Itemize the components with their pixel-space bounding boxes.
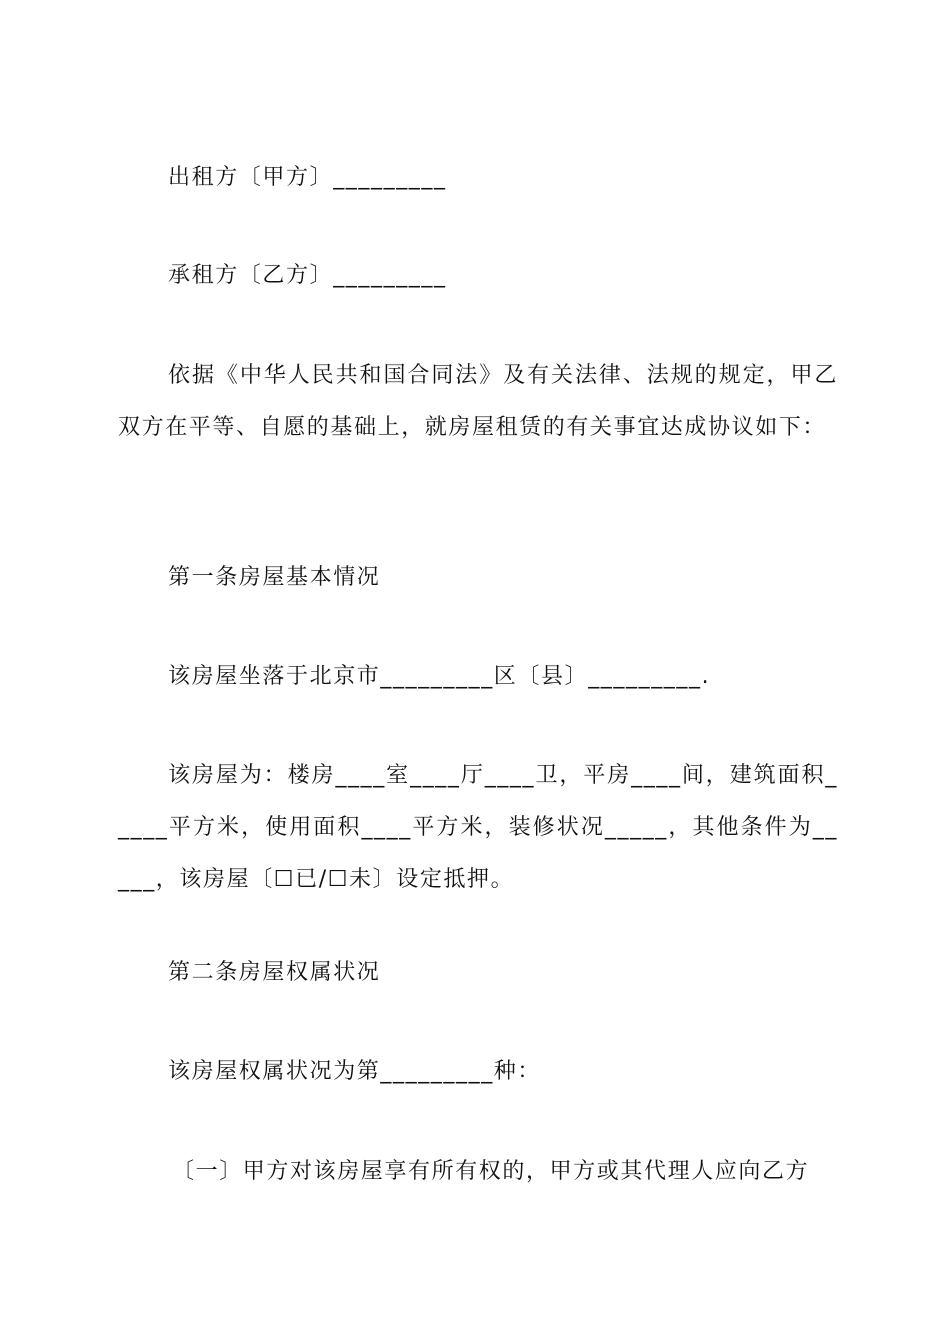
article2-title: 第二条房屋权属状况 (168, 960, 381, 985)
location-line: 该房屋坐落于北京市_________区〔县〕_________. (168, 664, 711, 689)
article1-title: 第一条房屋基本情况 (168, 565, 381, 590)
item1-paragraph: 〔一〕甲方对该房屋享有所有权的，甲方或其代理人应向乙方 (172, 1159, 810, 1184)
description-paragraph: 该房屋为：楼房____室____厅____卫，平房____间，建筑面积_____平方米，使用面积____平方米，装修状况_____，其他条件为_____，该房屋〔☐已/☐未〕设定抵押。 (118, 763, 838, 892)
lessee-line: 承租方〔乙方〕_________ (168, 263, 447, 288)
basis-paragraph: 依据《中华人民共和国合同法》及有关法律、法规的规定，甲乙双方在平等、自愿的基础上，就房屋租赁的有关事宜达成协议如下： (118, 363, 838, 440)
lessor-line: 出租方〔甲方〕_________ (168, 165, 447, 190)
ownership-line: 该房屋权属状况为第_________种： (168, 1059, 542, 1084)
